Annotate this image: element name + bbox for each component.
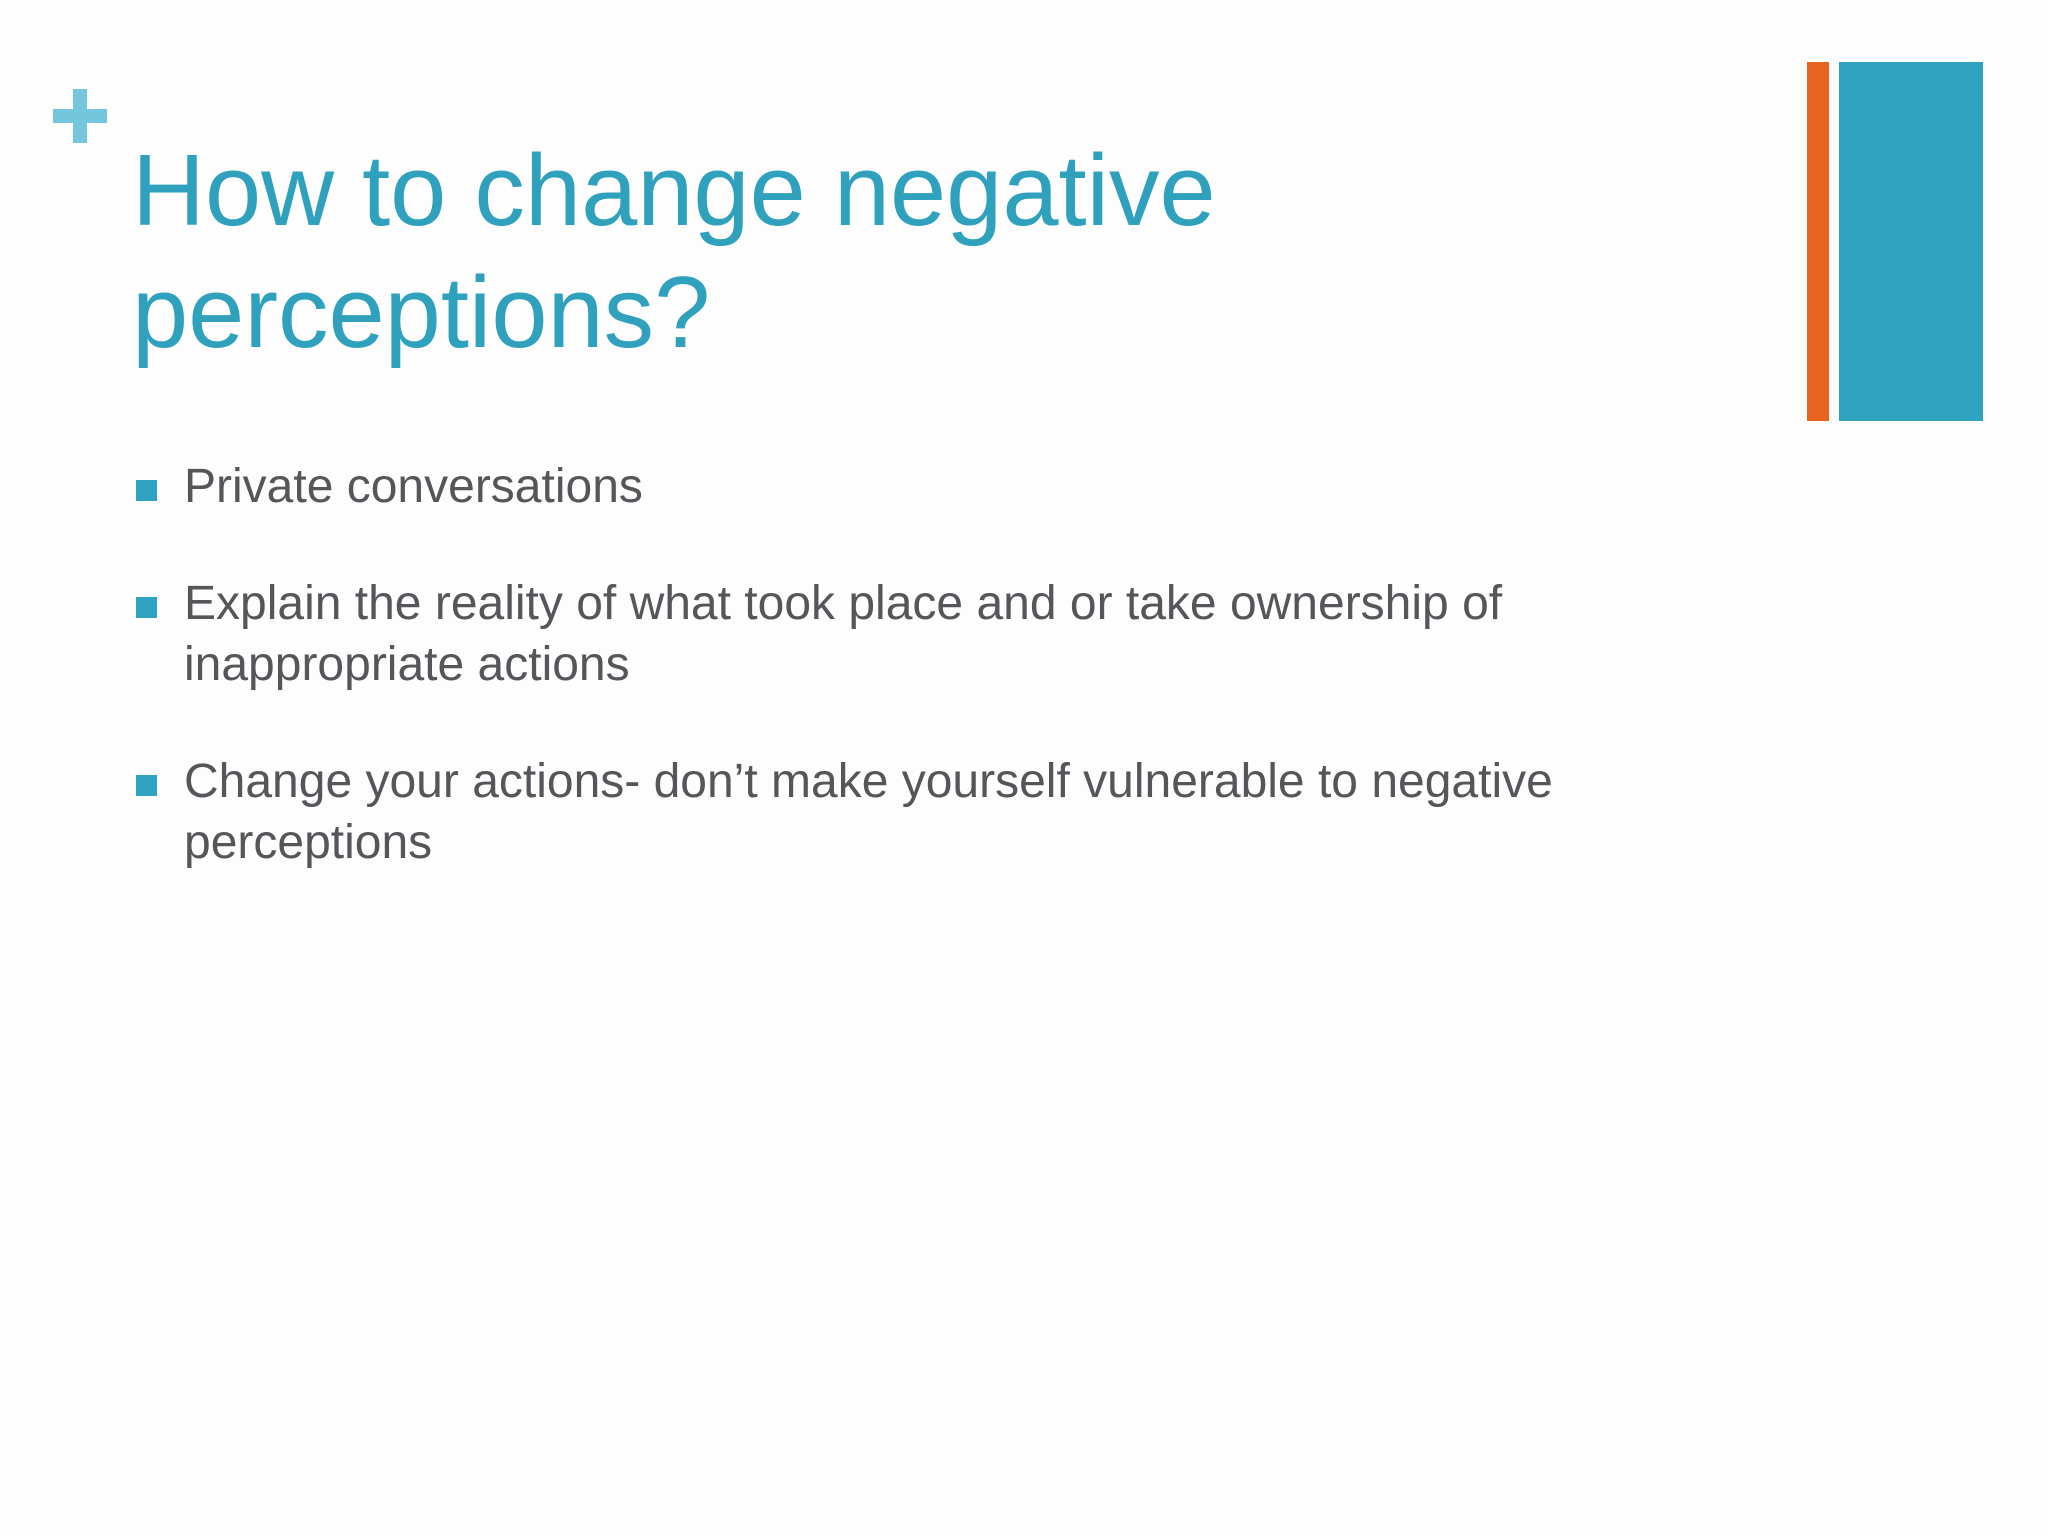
list-item [136, 751, 1696, 873]
bullet-text: Private conversations [184, 460, 643, 513]
bullet-text: Change your actions- don’t make yourself vulnerable to negative perceptions [184, 755, 1553, 869]
slide-title-line-1: How to change negative [132, 135, 1216, 247]
slide-title-line-2: perceptions? [132, 257, 711, 369]
slide-title [132, 130, 1632, 374]
accent-bar-teal [1839, 62, 1983, 421]
square-bullet-icon [136, 775, 157, 796]
bullet-text: Explain the reality of what took place and or take ownership of inappropriate actions [184, 577, 1503, 691]
list-item [136, 456, 1696, 517]
bullet-list [136, 456, 1696, 929]
list-item [136, 573, 1696, 695]
plus-icon [53, 89, 107, 143]
accent-bar-orange [1807, 62, 1829, 421]
square-bullet-icon [136, 480, 157, 501]
square-bullet-icon [136, 597, 157, 618]
